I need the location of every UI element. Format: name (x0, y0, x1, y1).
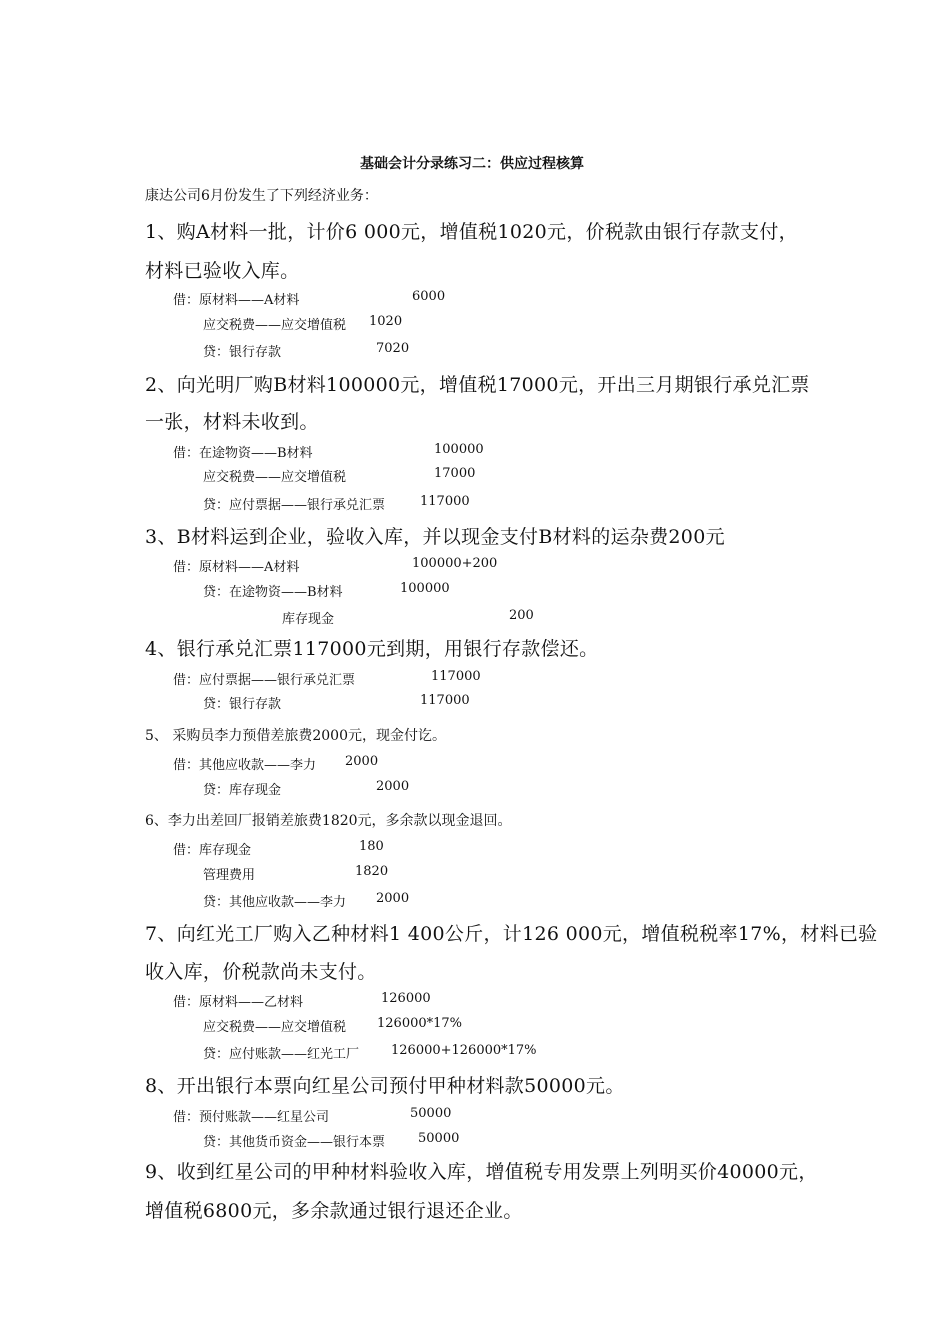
entry-6-debit-2-amount: 1820 (355, 864, 389, 879)
question-7-line-2: 收入库，价税款尚未支付。 (145, 961, 377, 983)
question-8-line-1: 8、开出银行本票向红星公司预付甲种材料款50000元。 (145, 1075, 625, 1097)
entry-6-credit: 贷：其他应收款——李力 (203, 895, 347, 910)
entry-4-credit: 贷：银行存款 (203, 697, 282, 712)
question-5-line-1: 5、 采购员李力预借差旅费2000元，现金付讫。 (145, 728, 446, 744)
entry-1-debit-amount: 6000 (412, 289, 446, 304)
entry-2-credit: 贷：应付票据——银行承兑汇票 (203, 498, 386, 513)
entry-6-credit-amount: 2000 (376, 891, 410, 906)
entry-2-debit: 借：在途物资——B材料 (173, 446, 313, 461)
entry-6-debit-2: 管理费用 (203, 868, 256, 883)
entry-5-credit: 贷：库存现金 (203, 783, 282, 798)
entry-1-credit-amount: 7020 (376, 341, 410, 356)
entry-1-debit-2-amount: 1020 (369, 314, 403, 329)
entry-4-debit-amount: 117000 (431, 669, 481, 684)
entry-8-credit-amount: 50000 (418, 1131, 460, 1146)
question-1-line-1: 1、购A材料一批，计价6 000元，增值税1020元，价税款由银行存款支付， (145, 221, 798, 243)
entry-7-debit-2: 应交税费——应交增值税 (203, 1020, 347, 1035)
entry-5-debit: 借：其他应收款——李力 (173, 758, 317, 773)
entry-7-credit: 贷：应付账款——红光工厂 (203, 1047, 360, 1062)
question-2-line-1: 2、向光明厂购B材料100000元，增值税17000元，开出三月期银行承兑汇票 (145, 374, 810, 396)
entry-2-credit-amount: 117000 (420, 494, 470, 509)
entry-7-debit-amount: 126000 (381, 991, 431, 1006)
question-9-line-1: 9、收到红星公司的甲种材料验收入库，增值税专用发票上列明买价40000元， (145, 1161, 818, 1183)
question-9-line-2: 增值税6800元，多余款通过银行退还企业。 (145, 1200, 523, 1222)
entry-7-credit-amount: 126000+126000*17% (391, 1043, 537, 1058)
entry-2-debit-2: 应交税费——应交增值税 (203, 470, 347, 485)
entry-3-credit: 贷：在途物资——B材料 (203, 585, 343, 600)
entry-3-credit-amount: 100000 (400, 581, 450, 596)
question-6-line-1: 6、李力出差回厂报销差旅费1820元，多余款以现金退回。 (145, 813, 512, 829)
entry-6-debit-amount: 180 (359, 839, 384, 854)
entry-4-credit-amount: 117000 (420, 693, 470, 708)
entry-6-debit: 借：库存现金 (173, 843, 252, 858)
entry-8-credit: 贷：其他货币资金——银行本票 (203, 1135, 386, 1150)
entry-1-debit: 借：原材料——A材料 (173, 293, 300, 308)
entry-8-debit: 借：预付账款——红星公司 (173, 1110, 330, 1125)
question-4-line-1: 4、银行承兑汇票117000元到期，用银行存款偿还。 (145, 638, 599, 660)
entry-7-debit-2-amount: 126000*17% (377, 1016, 463, 1031)
entry-7-debit: 借：原材料——乙材料 (173, 995, 304, 1010)
entry-3-credit-2: 库存现金 (282, 612, 335, 627)
entry-8-debit-amount: 50000 (410, 1106, 452, 1121)
entry-5-credit-amount: 2000 (376, 779, 410, 794)
question-7-line-1: 7、向红光工厂购入乙种材料1 400公斤，计126 000元，增值税税率17%，材料已验 (145, 923, 878, 945)
entry-2-debit-amount: 100000 (434, 442, 484, 457)
question-3-line-1: 3、B材料运到企业，验收入库，并以现金支付B材料的运杂费200元 (145, 526, 725, 548)
entry-3-debit: 借：原材料——A材料 (173, 560, 300, 575)
question-1-line-2: 材料已验收入库。 (145, 260, 300, 282)
entry-3-credit-2-amount: 200 (509, 608, 534, 623)
entry-1-debit-2: 应交税费——应交增值税 (203, 318, 347, 333)
intro-text: 康达公司6月份发生了下列经济业务： (145, 188, 378, 204)
document-title: 基础会计分录练习二：供应过程核算 (360, 156, 584, 172)
entry-4-debit: 借：应付票据——银行承兑汇票 (173, 673, 356, 688)
entry-2-debit-2-amount: 17000 (434, 466, 476, 481)
entry-5-debit-amount: 2000 (345, 754, 379, 769)
entry-3-debit-amount: 100000+200 (412, 556, 498, 571)
entry-1-credit: 贷：银行存款 (203, 345, 282, 360)
question-2-line-2: 一张，材料未收到。 (145, 411, 319, 433)
